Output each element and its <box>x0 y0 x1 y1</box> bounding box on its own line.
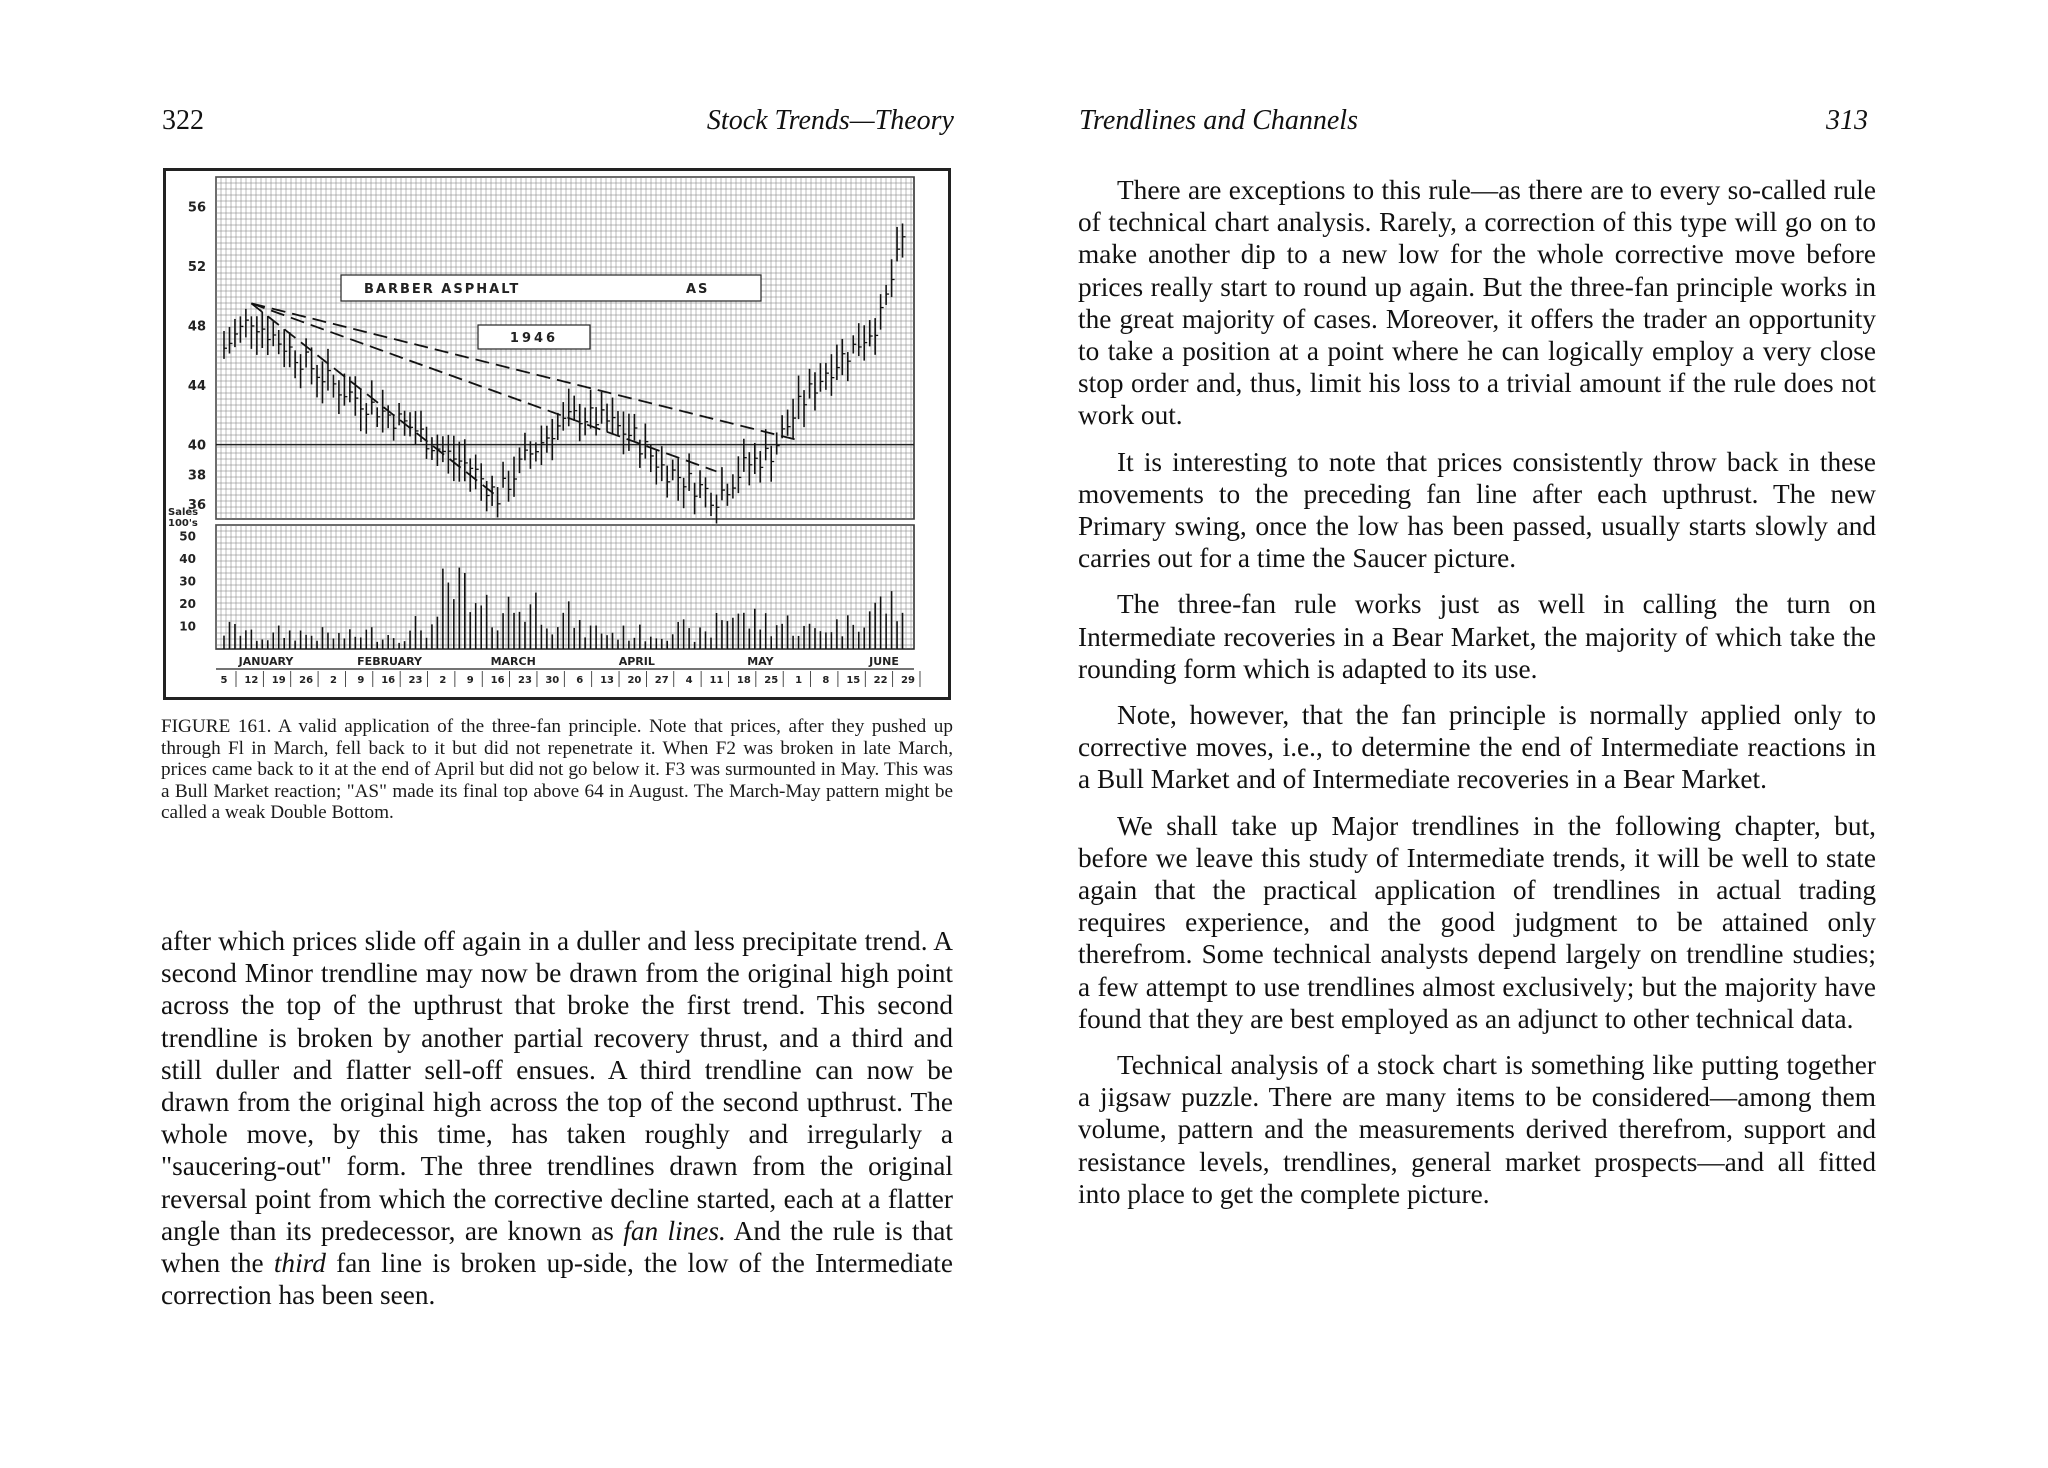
year-label: 1946 <box>509 331 559 346</box>
week-label: 23 <box>517 675 532 686</box>
stock-chart <box>163 168 951 700</box>
week-label: 23 <box>408 675 423 686</box>
week-label: 6 <box>576 675 584 686</box>
price-tick-label: 48 <box>187 319 206 335</box>
left-body-text <box>161 925 953 1311</box>
month-label: MARCH <box>490 655 536 668</box>
page-number-left: 322 <box>162 105 204 136</box>
week-label: 5 <box>220 675 228 686</box>
volume-tick-label: 30 <box>179 574 196 589</box>
week-label: 25 <box>764 675 779 686</box>
week-label: 2 <box>329 675 337 686</box>
chart-grid <box>216 177 914 649</box>
week-label: 9 <box>357 675 365 686</box>
week-label: 20 <box>627 675 642 686</box>
week-label: 27 <box>654 675 669 686</box>
month-label: FEBRUARY <box>357 655 423 668</box>
week-label: 1 <box>795 675 803 686</box>
week-label: 2 <box>439 675 447 686</box>
price-tick-label: 44 <box>187 379 206 395</box>
week-label: 8 <box>822 675 830 686</box>
price-tick-label: 56 <box>187 200 206 216</box>
price-tick-label: 38 <box>187 468 206 484</box>
week-label: 29 <box>901 675 915 686</box>
paragraph: There are exceptions to this rule—as there are to every so-called rule of technical chart analysis. Rarely, a correction of this type will go on to make another dip to a new low for the whole corrective move before prices really start to round up again. But the three-fan principle works in the great majority of cases. Moreover, it offers the trader an opportunity to take a position at a point where he can logically employ a very close stop order and, thus, limit his loss to a trivial amount if the rule does not work out. <box>1078 175 1876 431</box>
body-part: fan line is broken up-side, the low of the Intermediate correction has been seen. <box>161 1248 953 1311</box>
week-label: 19 <box>271 675 286 686</box>
right-body-text <box>1078 174 1876 1224</box>
body-part: after which prices slide off again in a duller and less precipitate trend. A second Minor trendline may now be drawn from the original high point across the top of the upthrust that broke the first trend. This second trendline is broken by another partial recovery thrust, and a third and still duller and flatter sell-off ensues. A third trendline can now be drawn from the original high across the top of the second upthrust. The whole move, by this time, has taken roughly and irregularly a "saucering-out" form. The three trendlines drawn from the original reversal point from which the corrective decline started, each at a flatter angle than its predecessor, are known as <box>161 926 953 1246</box>
right-page <box>1024 0 2048 1468</box>
volume-tick-label: 10 <box>179 619 196 634</box>
chart-svg <box>166 171 948 697</box>
body-part: And the rule is that when the <box>161 1215 953 1279</box>
body-part-italic: third <box>273 1248 326 1279</box>
paragraph: The three-fan rule works just as well in calling the turn on Intermediate recoveries in a Bear Market, the majority of which take the rounding form which is adapted to its use. <box>1078 589 1876 684</box>
price-tick-label: 40 <box>187 438 206 454</box>
week-label: 4 <box>685 675 693 686</box>
page-number-right: 313 <box>1826 105 1868 136</box>
figure-caption: FIGURE 161. A valid application of the three-fan principle. Note that prices, after they pushed up through Fl in March, fell back to it but did not repenetrate it. When F2 was broken in late March, prices came back to it at the end of April but did not go below it. F3 was surmounted in May. This was a Bull Market reaction; "AS" made its final top above 64 in August. The March-May pattern might be called a weak Double Bottom. <box>161 716 953 823</box>
price-tick-label: 36 <box>187 498 206 514</box>
week-label: 11 <box>709 675 724 686</box>
month-label: JUNE <box>869 655 899 668</box>
month-label: APRIL <box>618 655 655 668</box>
stock-name-label: BARBER ASPHALT <box>364 282 521 297</box>
week-label: 18 <box>736 675 751 686</box>
body-part-italic: fan lines. <box>623 1215 726 1246</box>
paragraph: We shall take up Major trendlines in the following chapter, but, before we leave this study of Intermediate trends, it will be well to state again that the practical application of trendlines in actual trading requires experience, and the good judgment to be attained only therefrom. Some technical analysts depend largely on trendline studies; a few attempt to use trendlines almost exclusively; but the majority have found that they are best employed as an adjunct to other technical data. <box>1078 810 1876 1034</box>
paragraph: It is interesting to note that prices consistently throw back in these movements to the preceding fan line after each upthrust. The new Primary swing, once the low has been passed, usually starts slowly and carries out for a time the Saucer picture. <box>1078 446 1876 574</box>
week-label: 12 <box>244 675 259 686</box>
paragraph: Note, however, that the fan principle is normally applied only to corrective moves, i.e., to determine the end of Intermediate reactions in a Bull Market and of Intermediate recoveries in a Bear Market. <box>1078 700 1876 795</box>
week-label: 16 <box>490 675 505 686</box>
volume-tick-label: 40 <box>179 551 196 566</box>
ticker-label: AS <box>686 282 710 297</box>
week-label: 15 <box>846 675 861 686</box>
paragraph: Technical analysis of a stock chart is something like putting together a jigsaw puzzle. There are many items to be considered—among them volume, pattern and the measurements derived therefrom, support and resistance levels, trendlines, general market prospects—and all fitted into place to get the complete picture. <box>1078 1050 1876 1209</box>
week-label: 30 <box>545 675 560 686</box>
price-tick-label: 52 <box>187 260 206 276</box>
sales-label: Sales <box>168 507 199 518</box>
running-title-right: Trendlines and Channels <box>1079 105 1358 136</box>
month-label: JANUARY <box>238 655 294 668</box>
sales-label: 100's <box>168 518 198 529</box>
week-label: 16 <box>381 675 396 686</box>
volume-tick-label: 50 <box>179 529 196 544</box>
running-title-left: Stock Trends—Theory <box>706 105 954 136</box>
week-label: 26 <box>299 675 314 686</box>
week-label: 13 <box>600 675 615 686</box>
week-label: 9 <box>466 675 474 686</box>
volume-tick-label: 20 <box>179 596 196 611</box>
month-label: MAY <box>747 655 774 668</box>
week-label: 22 <box>873 675 888 686</box>
